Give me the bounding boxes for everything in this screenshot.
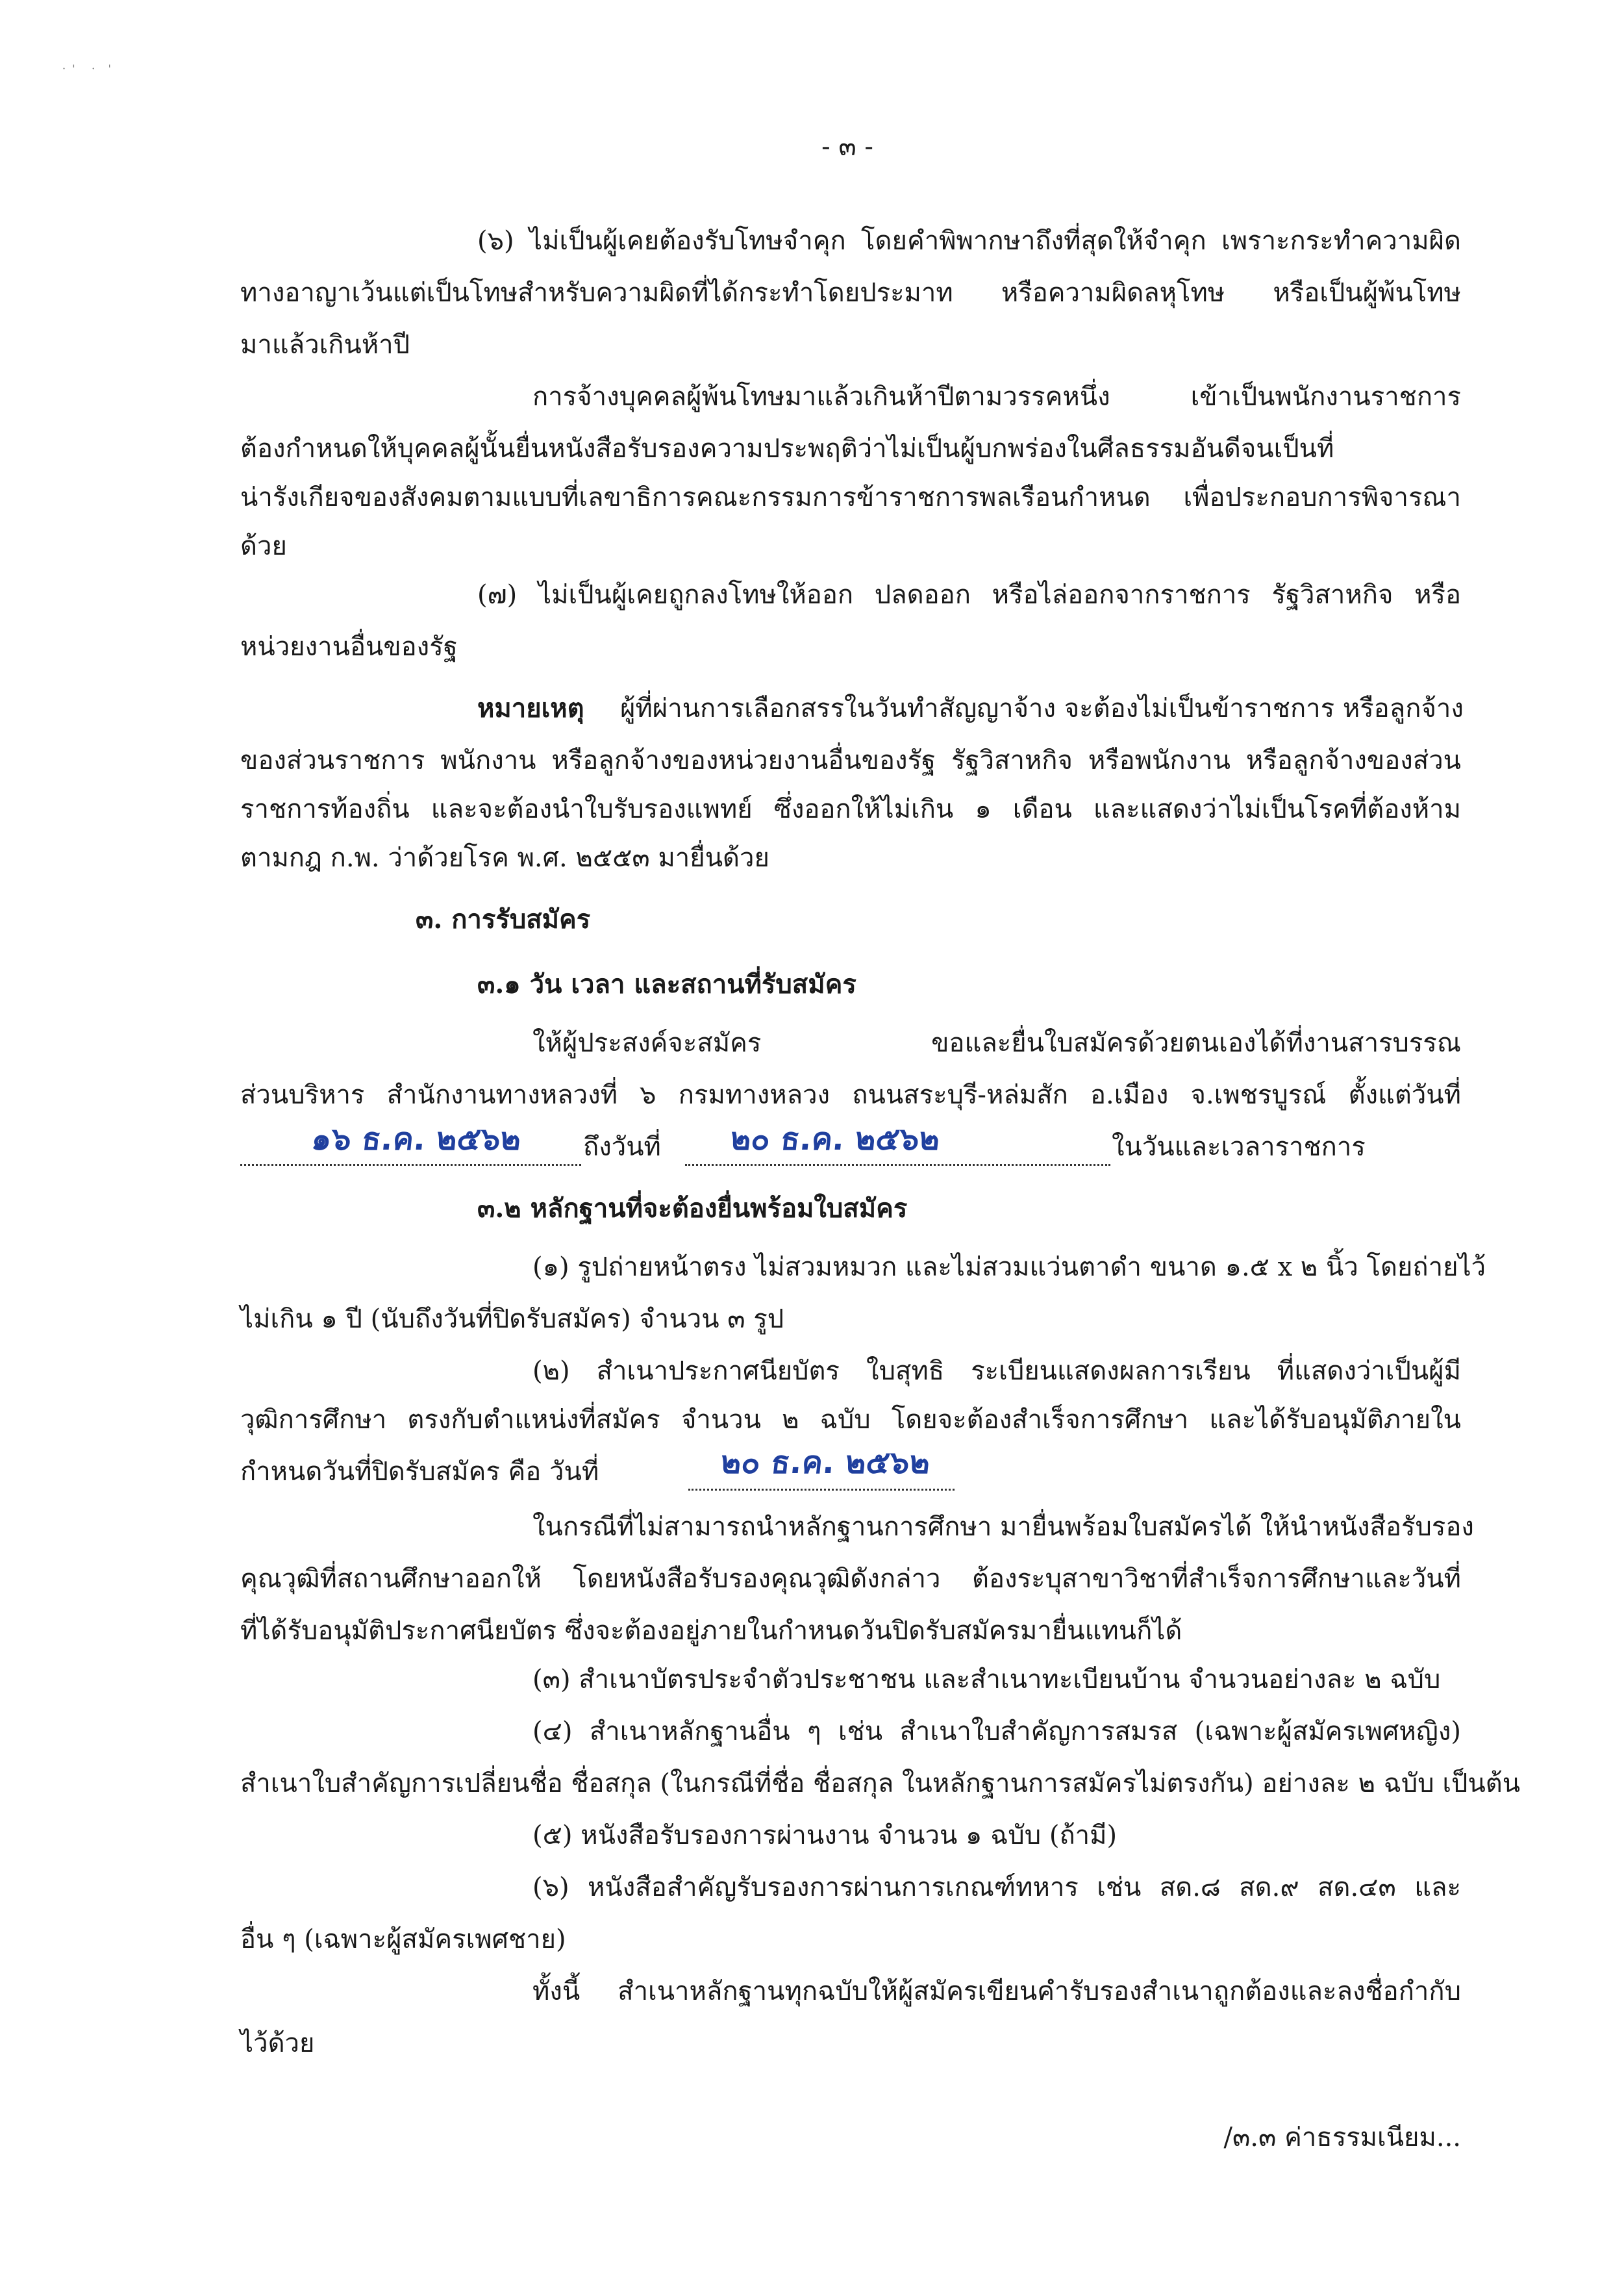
- item-2-line-2: วุฒิการศึกษา ตรงกับตำแหน่งที่สมัคร จำนวน ๒ ฉบับ โดยจะต้องสำเร็จการศึกษา และได้รับอนุมัติภายใน: [240, 1405, 1461, 1435]
- section-31-heading: ๓.๑ วัน เวลา และสถานที่รับสมัคร: [477, 969, 856, 1000]
- remark-line-2: ของส่วนราชการ พนักงาน หรือลูกจ้างของหน่วยงานอื่นของรัฐ รัฐวิสาหกิจ หรือพนักงาน หรือลูกจ้างของส่วน: [240, 746, 1461, 776]
- remark-label: หมายเหตุ: [477, 693, 584, 724]
- date-from-blank: [240, 1164, 581, 1166]
- office-hours-text: ในวันและเวลาราชการ: [1112, 1132, 1366, 1162]
- item-3: (๓) สำเนาบัตรประจำตัวประชาชน และสำเนาทะเบียนบ้าน จำนวนอย่างละ ๒ ฉบับ: [532, 1665, 1441, 1695]
- scan-specks: · ' · ': [62, 62, 111, 75]
- item-6-line-1: (๖) หนังสือสำคัญรับรองการผ่านการเกณฑ์ทหาร เช่น สด.๘ สด.๙ สด.๔๓ และ: [532, 1873, 1461, 1902]
- item-1-line-1: (๑) รูปถ่ายหน้าตรง ไม่สวมหมวก และไม่สวมแว่นตาดำ ขนาด ๑.๕ x ๒ นิ้ว โดยถ่ายไว้: [532, 1252, 1486, 1282]
- hire-note-line-4: ด้วย: [240, 531, 287, 561]
- para-6-line-2: ทางอาญาเว้นแต่เป็นโทษสำหรับความผิดที่ได้กระทำโดยประมาท หรือความผิดลหุโทษ หรือเป็นผู้พ้นโทษ: [240, 278, 1461, 308]
- para-7-line-1: (๗) ไม่เป็นผู้เคยถูกลงโทษให้ออก ปลดออก หรือไล่ออกจากราชการ รัฐวิสาหกิจ หรือ: [477, 580, 1461, 610]
- date-to-label: ถึงวันที่: [583, 1132, 661, 1162]
- hire-note-line-2: ต้องกำหนดให้บุคคลผู้นั้นยื่นหนังสือรับรองความประพฤติว่าไม่เป็นผู้บกพร่องในศีลธรรมอันดีจนเป็นที่: [240, 434, 1334, 464]
- certify-line-2: ไว้ด้วย: [240, 2028, 315, 2058]
- remark-line-3: ราชการท้องถิ่น และจะต้องนำใบรับรองแพทย์ ซึ่งออกให้ไม่เกิน ๑ เดือน และแสดงว่าไม่เป็นโรคที่ต้องห้าม: [240, 794, 1461, 824]
- para-6-line-3: มาแล้วเกินห้าปี: [240, 330, 410, 360]
- continuation-note: /๓.๓ ค่าธรรมเนียม...: [1223, 2123, 1461, 2152]
- item-2-date-handwritten: ๒๐ ธ.ค. ๒๕๖๒: [719, 1444, 932, 1481]
- item-5: (๕) หนังสือรับรองการผ่านงาน จำนวน ๑ ฉบับ (ถ้ามี): [532, 1821, 1118, 1850]
- alt-line-2: คุณวุฒิที่สถานศึกษาออกให้ โดยหนังสือรับรองคุณวุฒิดังกล่าว ต้องระบุสาขาวิชาที่สำเร็จการศึกษาและวันที่: [240, 1564, 1461, 1594]
- item-4-line-2: สำเนาใบสำคัญการเปลี่ยนชื่อ ชื่อสกุล (ในกรณีที่ชื่อ ชื่อสกุล ในหลักฐานการสมัครไม่ตรงกัน) อย่างละ ๒ ฉบับ เป็นต้น: [240, 1769, 1521, 1798]
- hire-note-line-1: การจ้างบุคคลผู้พ้นโทษมาแล้วเกินห้าปีตามวรรคหนึ่ง เข้าเป็นพนักงานราชการ: [532, 382, 1461, 412]
- date-to-blank: [685, 1164, 1110, 1166]
- date-to-handwritten: ๒๐ ธ.ค. ๒๕๖๒: [729, 1121, 942, 1157]
- section-3-heading: ๓. การรับสมัคร: [416, 904, 591, 935]
- para-7-line-2: หน่วยงานอื่นของรัฐ: [240, 632, 458, 662]
- item-2-line-1: (๒) สำเนาประกาศนียบัตร ใบสุทธิ ระเบียนแสดงผลการเรียน ที่แสดงว่าเป็นผู้มี: [532, 1356, 1461, 1386]
- section-31-line-2: ส่วนบริหาร สำนักงานทางหลวงที่ ๖ กรมทางหลวง ถนนสระบุรี-หล่มสัก อ.เมือง จ.เพชรบูรณ์ ตั้งแต่วันที่: [240, 1080, 1461, 1110]
- page-number: - ๓ -: [821, 132, 873, 162]
- item-4-line-1: (๔) สำเนาหลักฐานอื่น ๆ เช่น สำเนาใบสำคัญการสมรส (เฉพาะผู้สมัครเพศหญิง): [532, 1717, 1461, 1747]
- remark-line-1: ผู้ที่ผ่านการเลือกสรรในวันทำสัญญาจ้าง จะต้องไม่เป็นข้าราชการ หรือลูกจ้าง: [620, 694, 1464, 724]
- hire-note-line-3: น่ารังเกียจของสังคมตามแบบที่เลขาธิการคณะกรรมการข้าราชการพลเรือนกำหนด เพื่อประกอบการพิจารณา: [240, 483, 1461, 512]
- remark-line-4: ตามกฎ ก.พ. ว่าด้วยโรค พ.ศ. ๒๕๕๓ มายื่นด้วย: [240, 843, 769, 873]
- item-1-line-2: ไม่เกิน ๑ ปี (นับถึงวันที่ปิดรับสมัคร) จำนวน ๓ รูป: [240, 1304, 784, 1334]
- item-2-date-blank: [688, 1489, 955, 1491]
- date-from-handwritten: ๑๖ ธ.ค. ๒๕๖๒: [310, 1121, 523, 1157]
- para-6-line-1: (๖) ไม่เป็นผู้เคยต้องรับโทษจำคุก โดยคำพิพากษาถึงที่สุดให้จำคุก เพราะกระทำความผิด: [477, 226, 1461, 256]
- section-32-heading: ๓.๒ หลักฐานที่จะต้องยื่นพร้อมใบสมัคร: [477, 1193, 908, 1224]
- section-31-line-1: ให้ผู้ประสงค์จะสมัคร ขอและยื่นใบสมัครด้วยตนเองได้ที่งานสารบรรณ: [532, 1028, 1461, 1058]
- alt-line-3: ที่ได้รับอนุมัติประกาศนียบัตร ซึ่งจะต้องอยู่ภายในกำหนดวันปิดรับสมัครมายื่นแทนก็ได้: [240, 1616, 1182, 1646]
- item-6-line-2: อื่น ๆ (เฉพาะผู้สมัครเพศชาย): [240, 1924, 566, 1954]
- item-2-line-3: กำหนดวันที่ปิดรับสมัคร คือ วันที่: [240, 1457, 599, 1487]
- certify-line-1: ทั้งนี้ สำเนาหลักฐานทุกฉบับให้ผู้สมัครเขียนคำรับรองสำเนาถูกต้องและลงชื่อกำกับ: [532, 1976, 1461, 2006]
- alt-line-1: ในกรณีที่ไม่สามารถนำหลักฐานการศึกษา มายื่นพร้อมใบสมัครได้ ให้นำหนังสือรับรอง: [532, 1512, 1474, 1542]
